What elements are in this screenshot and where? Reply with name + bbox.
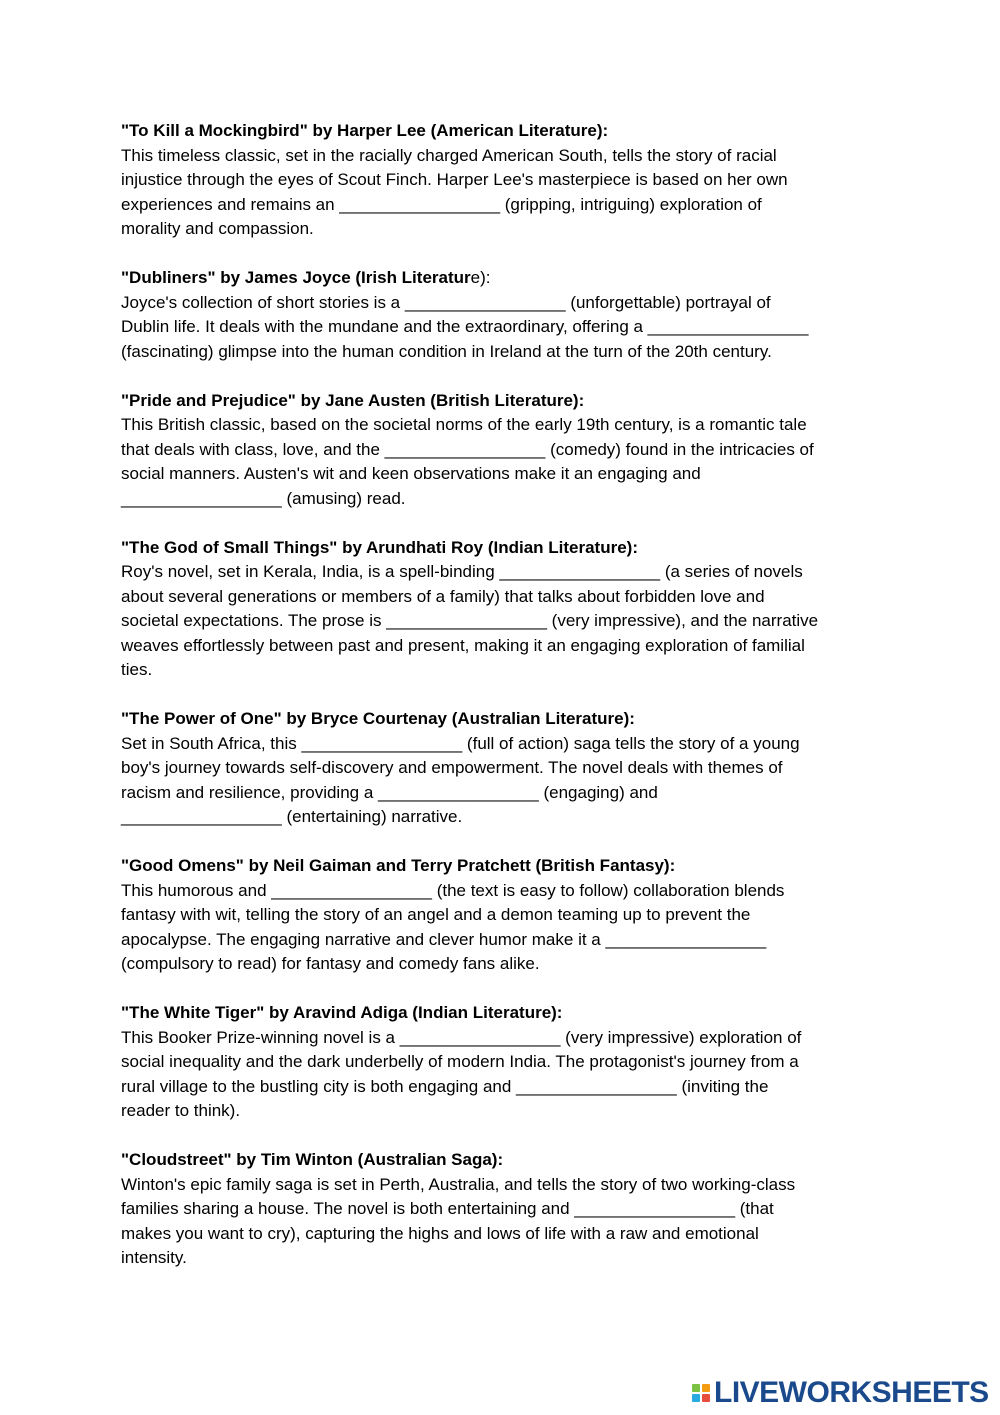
book-title-tail: e): <box>470 268 491 287</box>
book-title-text: "Dubliners" by James Joyce (Irish Literatur <box>121 268 471 287</box>
book-title <box>121 389 901 414</box>
book-title-text: "The White Tiger" by Aravind Adiga (Indian Literature): <box>121 1003 563 1022</box>
book-entry <box>121 266 901 364</box>
paragraph-line: _________________ (entertaining) narrative. <box>121 807 463 826</box>
paragraph-line: Roy's novel, set in Kerala, India, is a spell-binding _________________ (a series of novels <box>121 562 803 581</box>
book-title-text: "The God of Small Things" by Arundhati Roy (Indian Literature): <box>121 537 638 557</box>
paragraph-line: injustice through the eyes of Scout Finch. Harper Lee's masterpiece is based on her own <box>121 170 788 189</box>
paragraph-line: (fascinating) glimpse into the human condition in Ireland at the turn of the 20th century. <box>121 341 772 361</box>
paragraph-line: This timeless classic, set in the racially charged American South, tells the story of racial <box>121 145 777 165</box>
paragraph-line: intensity. <box>121 1248 187 1267</box>
liveworksheets-logo <box>692 1377 989 1409</box>
logo-mark-icon <box>692 1384 710 1402</box>
paragraph-line: This Booker Prize-winning novel is a _________________ (very impressive) exploration of <box>121 1027 802 1047</box>
book-title <box>121 536 901 561</box>
book-title-text: "Pride and Prejudice" by Jane Austen (British Literature): <box>121 390 585 410</box>
book-title-text: "To Kill a Mockingbird" by Harper Lee (American Literature): <box>121 121 609 140</box>
paragraph-line: weaves effortlessly between past and present, making it an engaging exploration of familial <box>121 635 805 655</box>
worksheet-body <box>121 119 901 1295</box>
paragraph-line: families sharing a house. The novel is both entertaining and _________________ (that <box>121 1199 774 1218</box>
paragraph-line: about several generations or members of a family) that talks about forbidden love and <box>121 586 765 606</box>
paragraph-line: morality and compassion. <box>121 219 314 238</box>
book-entry <box>121 536 901 683</box>
paragraph-line: social manners. Austen's wit and keen observations make it an engaging and <box>121 464 701 483</box>
paragraph-line: experiences and remains an _________________ (gripping, intriguing) exploration of <box>121 194 762 214</box>
paragraph-line: societal expectations. The prose is _________________ (very impressive), and the narrative <box>121 611 819 630</box>
book-entry <box>121 389 901 512</box>
paragraph-line: This humorous and _________________ (the text is easy to follow) collaboration blends <box>121 880 785 900</box>
book-title <box>121 707 901 732</box>
paragraph-line: fantasy with wit, telling the story of an angel and a demon teaming up to prevent the <box>121 905 751 924</box>
book-title <box>121 266 901 291</box>
paragraph-line: (compulsory to read) for fantasy and comedy fans alike. <box>121 954 540 973</box>
paragraph-line: This British classic, based on the societal norms of the early 19th century, is a romantic tale <box>121 415 807 434</box>
paragraph-line: Joyce's collection of short stories is a _________________ (unforgettable) portrayal of <box>121 292 771 312</box>
logo-text: LIVEWORKSHEETS <box>714 1376 989 1409</box>
paragraph-line: social inequality and the dark underbelly of modern India. The protagonist's journey from a <box>121 1052 799 1071</box>
book-entry <box>121 1148 901 1271</box>
paragraph-line: racism and resilience, providing a _________________ (engaging) and <box>121 782 658 802</box>
paragraph-line: Set in South Africa, this _________________ (full of action) saga tells the story of a young <box>121 733 800 753</box>
book-entry <box>121 1001 901 1124</box>
paragraph-line: rural village to the bustling city is both engaging and _________________ (inviting the <box>121 1076 769 1096</box>
book-entry <box>121 854 901 977</box>
book-title-text: "Good Omens" by Neil Gaiman and Terry Pratchett (British Fantasy): <box>121 856 676 875</box>
paragraph-line: boy's journey towards self-discovery and empowerment. The novel deals with themes of <box>121 758 783 777</box>
paragraph-line: Dublin life. It deals with the mundane and the extraordinary, offering a _________________ <box>121 317 809 336</box>
paragraph-line: ties. <box>121 660 153 679</box>
book-title <box>121 1148 901 1173</box>
book-title <box>121 119 901 144</box>
book-title-text: "Cloudstreet" by Tim Winton (Australian Saga): <box>121 1150 504 1169</box>
paragraph-line: makes you want to cry), capturing the highs and lows of life with a raw and emotional <box>121 1223 759 1243</box>
paragraph-line: apocalypse. The engaging narrative and clever humor make it a _________________ <box>121 929 767 949</box>
book-title <box>121 1001 901 1026</box>
book-title-text: "The Power of One" by Bryce Courtenay (Australian Literature): <box>121 709 635 728</box>
paragraph-line: reader to think). <box>121 1101 241 1120</box>
book-title <box>121 854 901 879</box>
paragraph-line: _________________ (amusing) read. <box>121 488 406 508</box>
book-entry <box>121 119 901 242</box>
paragraph-line: Winton's epic family saga is set in Perth, Australia, and tells the story of two working-class <box>121 1174 796 1194</box>
paragraph-line: that deals with class, love, and the _________________ (comedy) found in the intricacies of <box>121 439 814 459</box>
book-entry <box>121 707 901 830</box>
